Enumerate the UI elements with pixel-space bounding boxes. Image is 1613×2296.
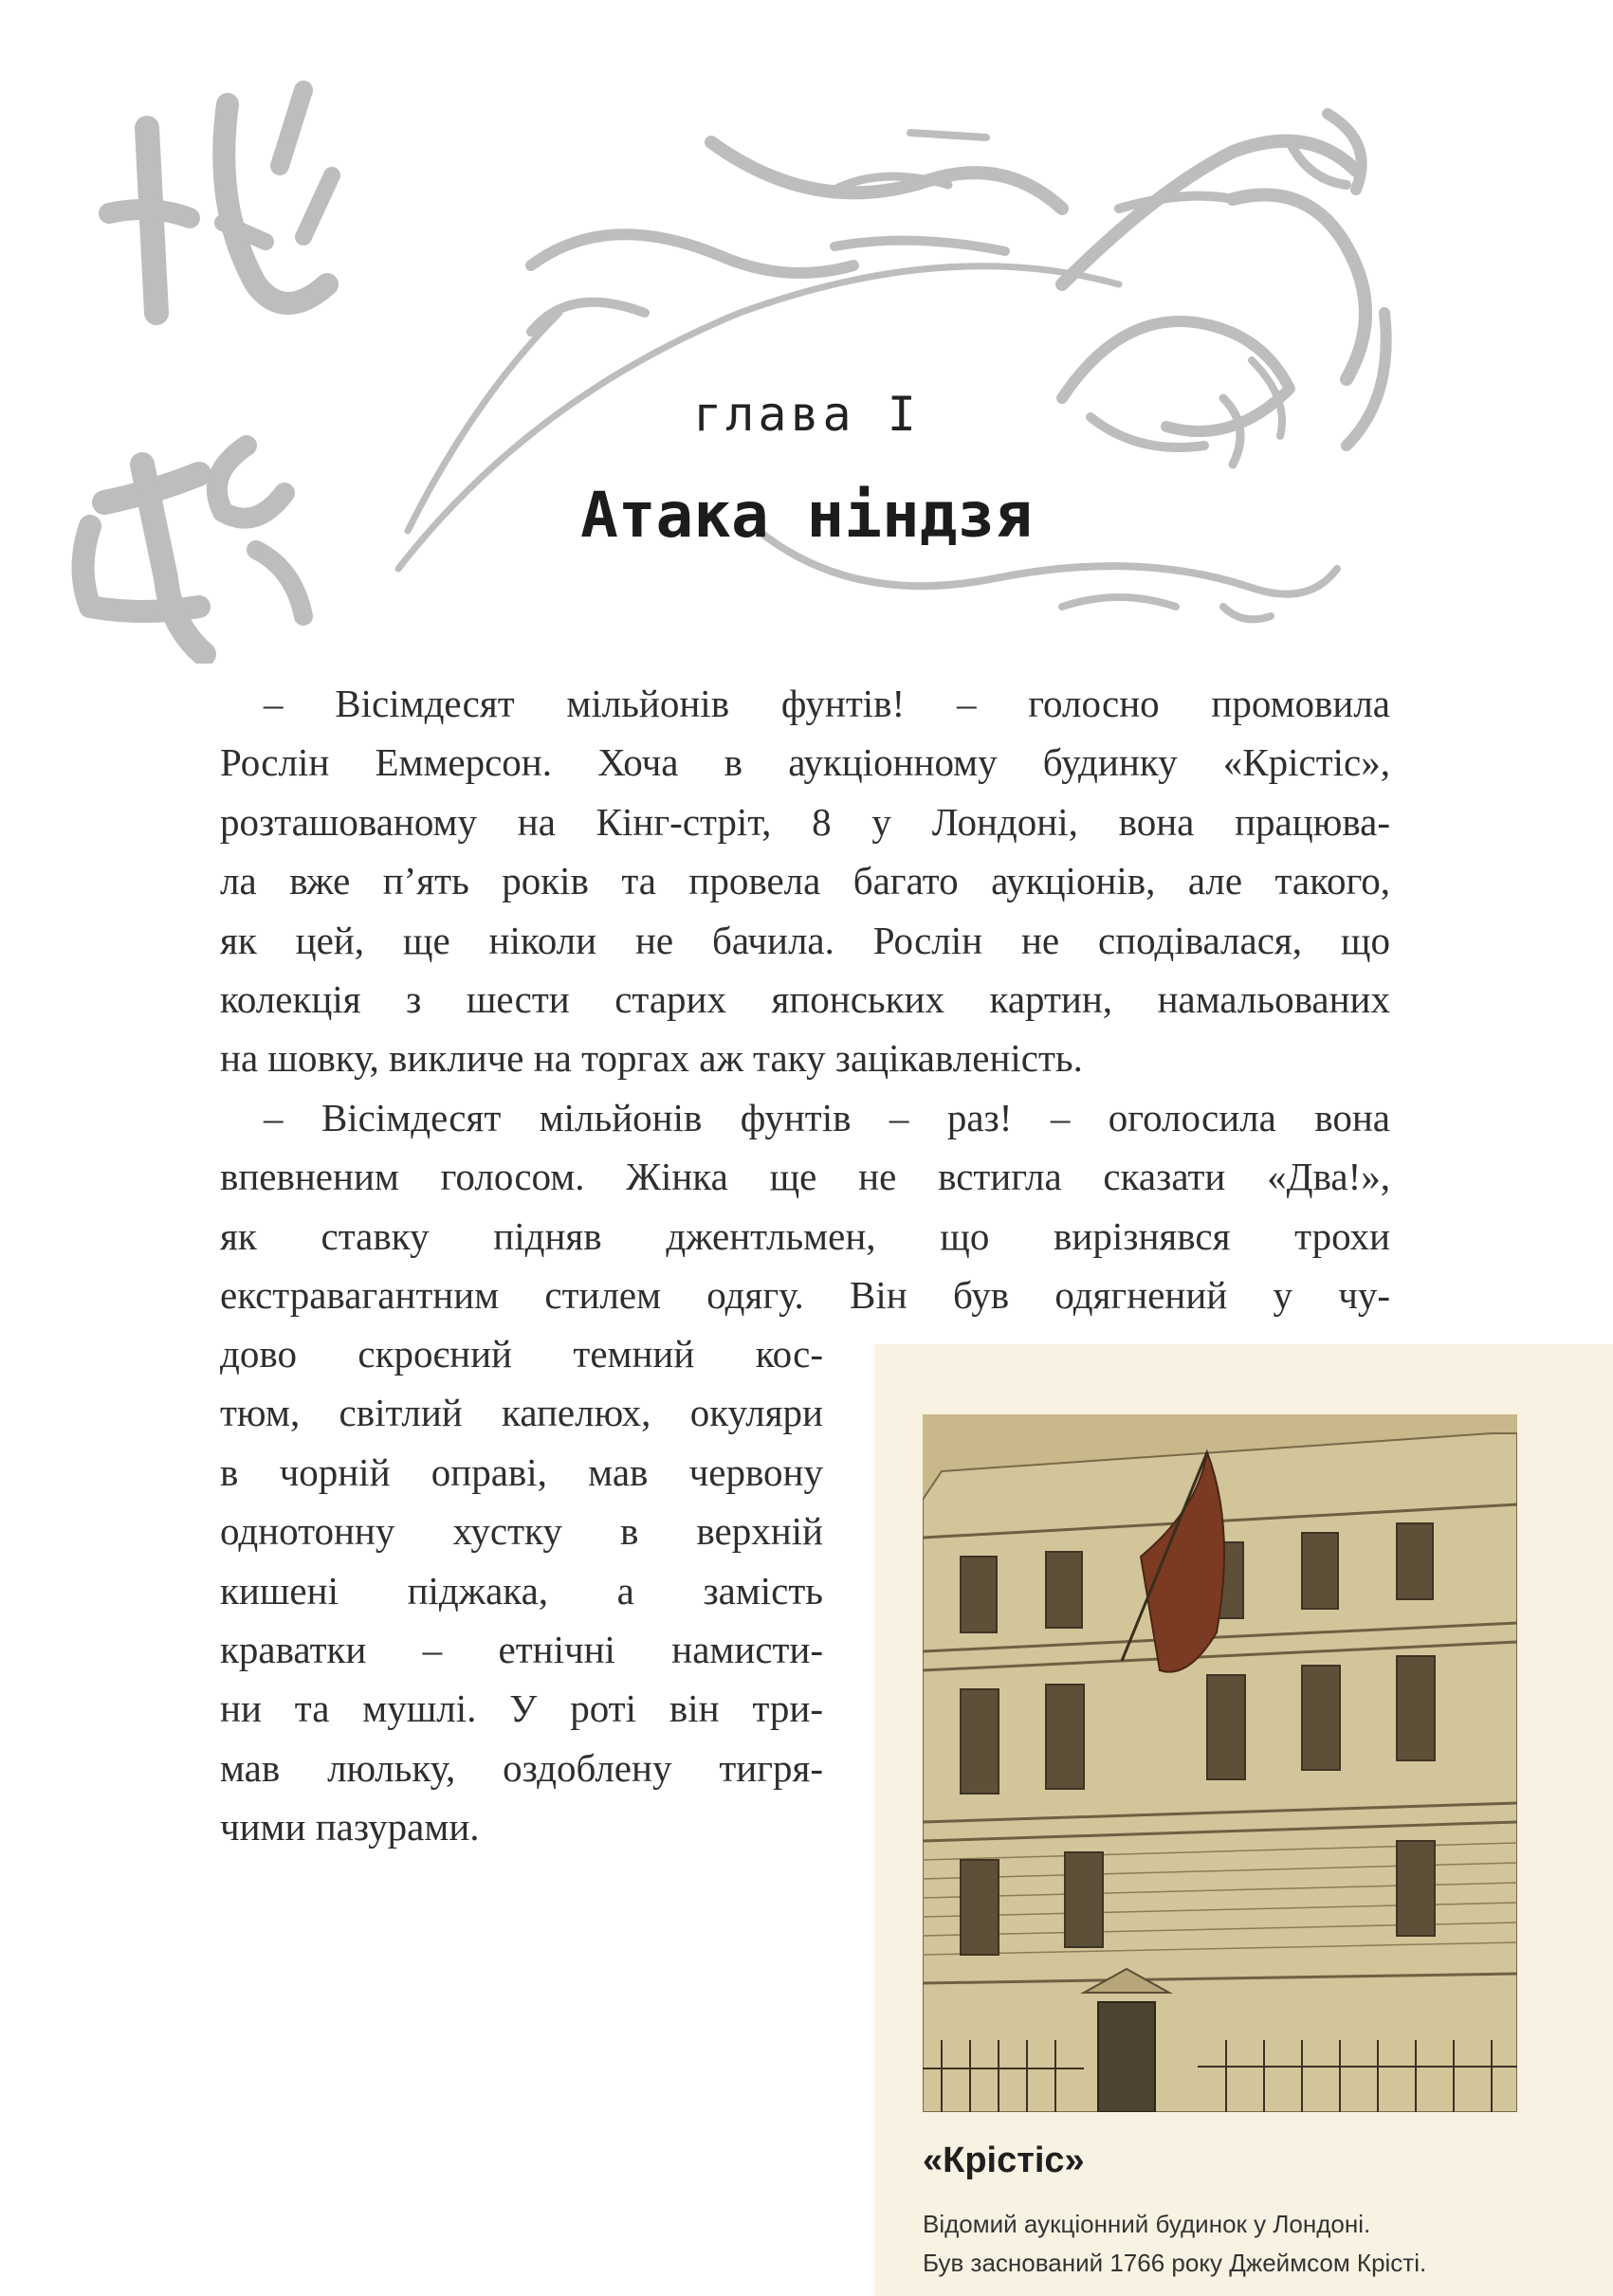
sidebar-title: «Крістіс» xyxy=(923,2141,1085,2180)
sidebar-caption xyxy=(923,2205,1586,2283)
text-line: кишені піджака, а замість xyxy=(220,1568,823,1613)
sidebar-box xyxy=(874,1344,1613,2296)
text-line: тюм, світлий капелюх, окуляри xyxy=(220,1391,823,1435)
text-line: як цей, ще ніколи не бачила. Рослін не сподівалася, що xyxy=(220,918,1390,962)
text-line: ни та мушлі. У роті він три- xyxy=(220,1686,823,1731)
text-line: ла вже п’ять років та провела багато аукціонів, але такого, xyxy=(220,859,1390,903)
text-line: екстравагантним стилем одягу. Він був одягнений у чу- xyxy=(220,1273,1390,1318)
text-line: як ставку підняв джентльмен, що вирізнявся трохи xyxy=(220,1213,1390,1258)
text-line: впевненим голосом. Жінка ще не встигла сказати «Два!», xyxy=(220,1155,1390,1199)
text-line: краватки – етнічні намисти- xyxy=(220,1628,823,1672)
text-line: чими пазурами. xyxy=(220,1805,480,1850)
calligraphy-dragon-icon xyxy=(0,0,1613,664)
text-line: в чорній оправі, мав червону xyxy=(220,1449,823,1494)
chapter-label: глава I xyxy=(693,387,920,442)
text-line: однотонну хустку в верхній xyxy=(220,1509,823,1554)
text-line: дово скроєний темний кос- xyxy=(220,1332,823,1376)
caption-line: Був заснований 1766 року Джеймсом Крісті. xyxy=(923,2249,1427,2277)
text-line: – Вісімдесят мільйонів фунтів! – голосно промовила xyxy=(264,682,1390,725)
body-text-bottom xyxy=(220,1324,823,1857)
text-line: розташованому на Кінг-стріт, 8 у Лондоні, вона працюва- xyxy=(220,799,1390,844)
text-line: Рослін Еммерсон. Хоча в аукціонному будинку «Крістіс», xyxy=(220,740,1390,785)
chapter-title: Атака ніндзя xyxy=(580,479,1033,552)
text-line: колекція з шести старих японських картин, намальованих xyxy=(220,977,1390,1022)
text-line: мав люльку, оздоблену тигря- xyxy=(220,1745,823,1790)
body-text-top xyxy=(220,674,1390,1324)
caption-line: Відомий аукціонний будинок у Лондоні. xyxy=(923,2210,1371,2238)
text-line: на шовку, викличе на торгах аж таку зацікавленість. xyxy=(220,1036,1083,1081)
building-sketch-image xyxy=(923,1414,1517,2112)
building-sketch-icon xyxy=(923,1414,1517,2112)
text-line: – Вісімдесят мільйонів фунтів – раз! – оголосила вона xyxy=(264,1095,1390,1139)
